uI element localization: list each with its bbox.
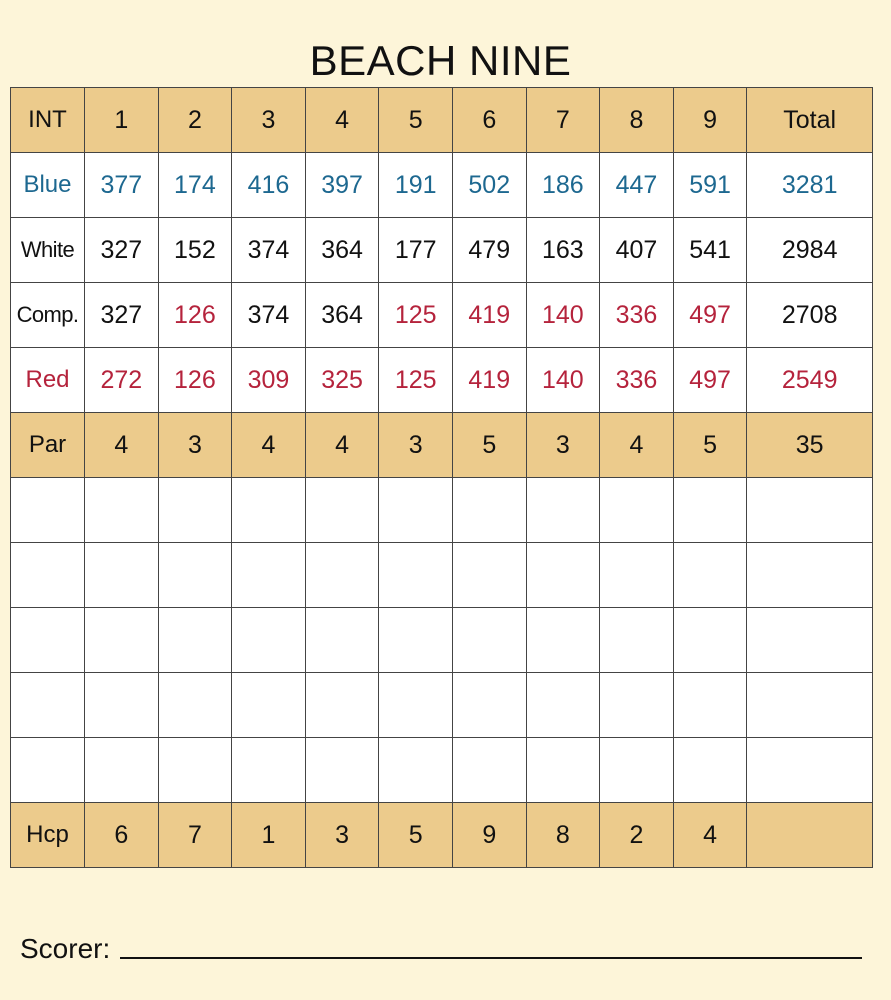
yardage-cell: 447 [600, 153, 674, 218]
hole-number: 4 [305, 88, 379, 153]
yardage-cell: 541 [673, 218, 747, 283]
handicap-cell: 8 [526, 803, 600, 868]
yardage-cell: 191 [379, 153, 453, 218]
score-cell[interactable] [158, 478, 232, 543]
handicap-cell: 7 [158, 803, 232, 868]
par-cell: 4 [85, 413, 159, 478]
yardage-cell: 497 [673, 348, 747, 413]
yardage-cell: 502 [452, 153, 526, 218]
score-cell[interactable] [452, 608, 526, 673]
yardage-cell: 377 [85, 153, 159, 218]
score-cell[interactable] [600, 478, 674, 543]
score-cell[interactable] [232, 608, 306, 673]
yardage-cell: 364 [305, 218, 379, 283]
tee-label: Red [11, 348, 85, 413]
score-cell[interactable] [379, 608, 453, 673]
score-cell[interactable] [379, 673, 453, 738]
header-row [11, 88, 873, 153]
score-entry-row [11, 543, 873, 608]
tee-row-white [11, 218, 873, 283]
score-total-cell[interactable] [747, 543, 873, 608]
hole-number: 1 [85, 88, 159, 153]
yardage-cell: 177 [379, 218, 453, 283]
yardage-cell: 374 [232, 218, 306, 283]
handicap-cell: 5 [379, 803, 453, 868]
score-cell[interactable] [379, 543, 453, 608]
yardage-cell: 309 [232, 348, 306, 413]
scorer-signature-line[interactable] [120, 957, 862, 959]
score-entry-row [11, 478, 873, 543]
player-name-cell[interactable] [11, 543, 85, 608]
score-cell[interactable] [232, 478, 306, 543]
yardage-cell: 327 [85, 283, 159, 348]
player-name-cell[interactable] [11, 478, 85, 543]
par-cell: 4 [305, 413, 379, 478]
yardage-cell: 174 [158, 153, 232, 218]
par-cell: 5 [452, 413, 526, 478]
hole-number: 6 [452, 88, 526, 153]
score-cell[interactable] [673, 738, 747, 803]
score-cell[interactable] [673, 478, 747, 543]
tee-row-blue [11, 153, 873, 218]
total-header: Total [747, 88, 873, 153]
yardage-cell: 327 [85, 218, 159, 283]
score-cell[interactable] [452, 543, 526, 608]
hole-number: 8 [600, 88, 674, 153]
par-cell: 3 [379, 413, 453, 478]
score-total-cell[interactable] [747, 608, 873, 673]
handicap-row [11, 803, 873, 868]
score-cell[interactable] [673, 673, 747, 738]
score-cell[interactable] [526, 738, 600, 803]
score-total-cell[interactable] [747, 738, 873, 803]
score-cell[interactable] [158, 673, 232, 738]
yardage-total: 2708 [747, 283, 873, 348]
yardage-cell: 186 [526, 153, 600, 218]
par-total: 35 [747, 413, 873, 478]
yardage-cell: 336 [600, 348, 674, 413]
score-cell[interactable] [158, 543, 232, 608]
yardage-cell: 374 [232, 283, 306, 348]
yardage-cell: 419 [452, 348, 526, 413]
player-name-cell[interactable] [11, 673, 85, 738]
score-cell[interactable] [673, 608, 747, 673]
yardage-cell: 140 [526, 283, 600, 348]
scorecard-table [10, 87, 873, 868]
yardage-cell: 272 [85, 348, 159, 413]
hole-number: 7 [526, 88, 600, 153]
yardage-cell: 125 [379, 283, 453, 348]
score-cell[interactable] [305, 478, 379, 543]
par-cell: 4 [232, 413, 306, 478]
score-cell[interactable] [673, 543, 747, 608]
score-cell[interactable] [85, 673, 159, 738]
scorer-label: Scorer: [20, 933, 111, 964]
score-cell[interactable] [526, 673, 600, 738]
score-cell[interactable] [452, 738, 526, 803]
handicap-cell: 6 [85, 803, 159, 868]
scorer-field[interactable] [20, 926, 862, 966]
score-total-cell[interactable] [747, 673, 873, 738]
score-cell[interactable] [85, 608, 159, 673]
tee-label: Comp. [11, 283, 85, 348]
par-cell: 5 [673, 413, 747, 478]
score-cell[interactable] [600, 738, 674, 803]
hole-number: 3 [232, 88, 306, 153]
player-name-cell[interactable] [11, 738, 85, 803]
score-cell[interactable] [85, 738, 159, 803]
score-cell[interactable] [526, 608, 600, 673]
yardage-cell: 126 [158, 348, 232, 413]
score-entry-row [11, 673, 873, 738]
score-cell[interactable] [600, 608, 674, 673]
par-cell: 4 [600, 413, 674, 478]
row-label: INT [11, 88, 85, 153]
tee-row-comp [11, 283, 873, 348]
yardage-cell: 140 [526, 348, 600, 413]
yardage-cell: 152 [158, 218, 232, 283]
yardage-cell: 591 [673, 153, 747, 218]
yardage-total: 2984 [747, 218, 873, 283]
score-cell[interactable] [452, 673, 526, 738]
score-entry-row [11, 608, 873, 673]
par-row [11, 413, 873, 478]
yardage-cell: 419 [452, 283, 526, 348]
score-cell[interactable] [600, 673, 674, 738]
par-cell: 3 [158, 413, 232, 478]
tee-label: Blue [11, 153, 85, 218]
yardage-total: 2549 [747, 348, 873, 413]
hole-number: 5 [379, 88, 453, 153]
tee-row-red [11, 348, 873, 413]
score-cell[interactable] [158, 738, 232, 803]
handicap-cell: 3 [305, 803, 379, 868]
yardage-cell: 163 [526, 218, 600, 283]
yardage-cell: 325 [305, 348, 379, 413]
yardage-cell: 336 [600, 283, 674, 348]
row-label: Par [11, 413, 85, 478]
yardage-cell: 407 [600, 218, 674, 283]
score-cell[interactable] [452, 478, 526, 543]
score-cell[interactable] [379, 478, 453, 543]
yardage-cell: 126 [158, 283, 232, 348]
hole-number: 2 [158, 88, 232, 153]
score-cell[interactable] [85, 478, 159, 543]
row-label: Hcp [11, 803, 85, 868]
yardage-cell: 416 [232, 153, 306, 218]
score-cell[interactable] [526, 478, 600, 543]
yardage-cell: 125 [379, 348, 453, 413]
yardage-cell: 397 [305, 153, 379, 218]
score-cell[interactable] [85, 543, 159, 608]
yardage-total: 3281 [747, 153, 873, 218]
score-cell[interactable] [305, 608, 379, 673]
score-cell[interactable] [158, 608, 232, 673]
hole-number: 9 [673, 88, 747, 153]
score-cell[interactable] [305, 543, 379, 608]
scorecard-title: BEACH NINE [309, 37, 572, 84]
yardage-cell: 497 [673, 283, 747, 348]
score-cell[interactable] [305, 738, 379, 803]
handicap-cell: 1 [232, 803, 306, 868]
yardage-cell: 479 [452, 218, 526, 283]
handicap-total [747, 803, 873, 868]
score-cell[interactable] [232, 543, 306, 608]
player-name-cell[interactable] [11, 608, 85, 673]
tee-label: White [11, 218, 85, 283]
score-cell[interactable] [526, 543, 600, 608]
score-cell[interactable] [232, 738, 306, 803]
score-cell[interactable] [232, 673, 306, 738]
handicap-cell: 2 [600, 803, 674, 868]
handicap-cell: 4 [673, 803, 747, 868]
score-cell[interactable] [305, 673, 379, 738]
score-entry-row [11, 738, 873, 803]
score-cell[interactable] [379, 738, 453, 803]
yardage-cell: 364 [305, 283, 379, 348]
handicap-cell: 9 [452, 803, 526, 868]
score-total-cell[interactable] [747, 478, 873, 543]
score-cell[interactable] [600, 543, 674, 608]
par-cell: 3 [526, 413, 600, 478]
